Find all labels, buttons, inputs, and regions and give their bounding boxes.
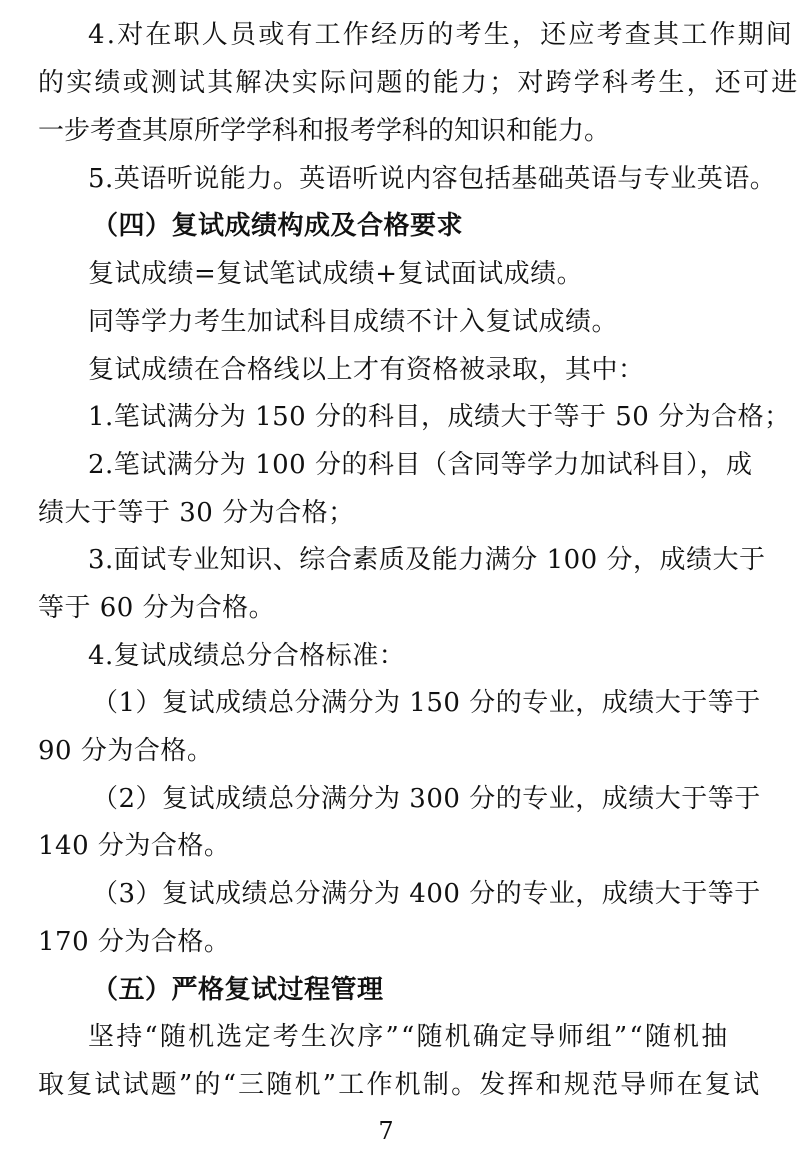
page-number: 7 <box>378 1117 394 1145</box>
list-item-line: 等于 60 分为合格。 <box>38 593 276 623</box>
list-item-line: 1.笔试满分为 150 分的科目，成绩大于等于 50 分为合格； <box>88 402 791 432</box>
sub-list-item-line: 90 分为合格。 <box>38 736 214 766</box>
paragraph-line: 的实绩或测试其解决实际问题的能力；对跨学科考生，还可进 <box>38 68 799 98</box>
sub-list-item-line: （1）复试成绩总分满分为 150 分的专业，成绩大于等于 <box>92 688 761 718</box>
paragraph-line: 取复试试题”的“三随机”工作机制。发挥和规范导师在复试 <box>38 1070 762 1100</box>
paragraph-line: 复试成绩=复试笔试成绩+复试面试成绩。 <box>88 259 584 289</box>
list-item-line: 2.笔试满分为 100 分的科目（含同等学力加试科目），成 <box>88 450 753 480</box>
list-item-line: 4.复试成绩总分合格标准： <box>88 641 406 671</box>
list-item-line: 3.面试专业知识、综合素质及能力满分 100 分，成绩大于 <box>88 545 766 575</box>
section-heading: （四）复试成绩构成及合格要求 <box>92 211 464 241</box>
paragraph-line: 坚持“随机选定考生次序”“随机确定导师组”“随机抽 <box>88 1022 730 1052</box>
paragraph-line: 4.对在职人员或有工作经历的考生，还应考查其工作期间 <box>88 20 795 50</box>
paragraph-line: 同等学力考生加试科目成绩不计入复试成绩。 <box>88 307 619 337</box>
paragraph-line: 5.英语听说能力。英语听说内容包括基础英语与专业英语。 <box>88 164 777 194</box>
sub-list-item-line: 140 分为合格。 <box>38 831 231 861</box>
section-heading: （五）严格复试过程管理 <box>92 975 384 1005</box>
list-item-line: 绩大于等于 30 分为合格； <box>38 498 355 528</box>
paragraph-line: 一步考查其原所学学科和报考学科的知识和能力。 <box>38 116 611 146</box>
sub-list-item-line: （2）复试成绩总分满分为 300 分的专业，成绩大于等于 <box>92 784 761 814</box>
sub-list-item-line: （3）复试成绩总分满分为 400 分的专业，成绩大于等于 <box>92 879 761 909</box>
sub-list-item-line: 170 分为合格。 <box>38 927 231 957</box>
paragraph-line: 复试成绩在合格线以上才有资格被录取，其中： <box>88 355 645 385</box>
